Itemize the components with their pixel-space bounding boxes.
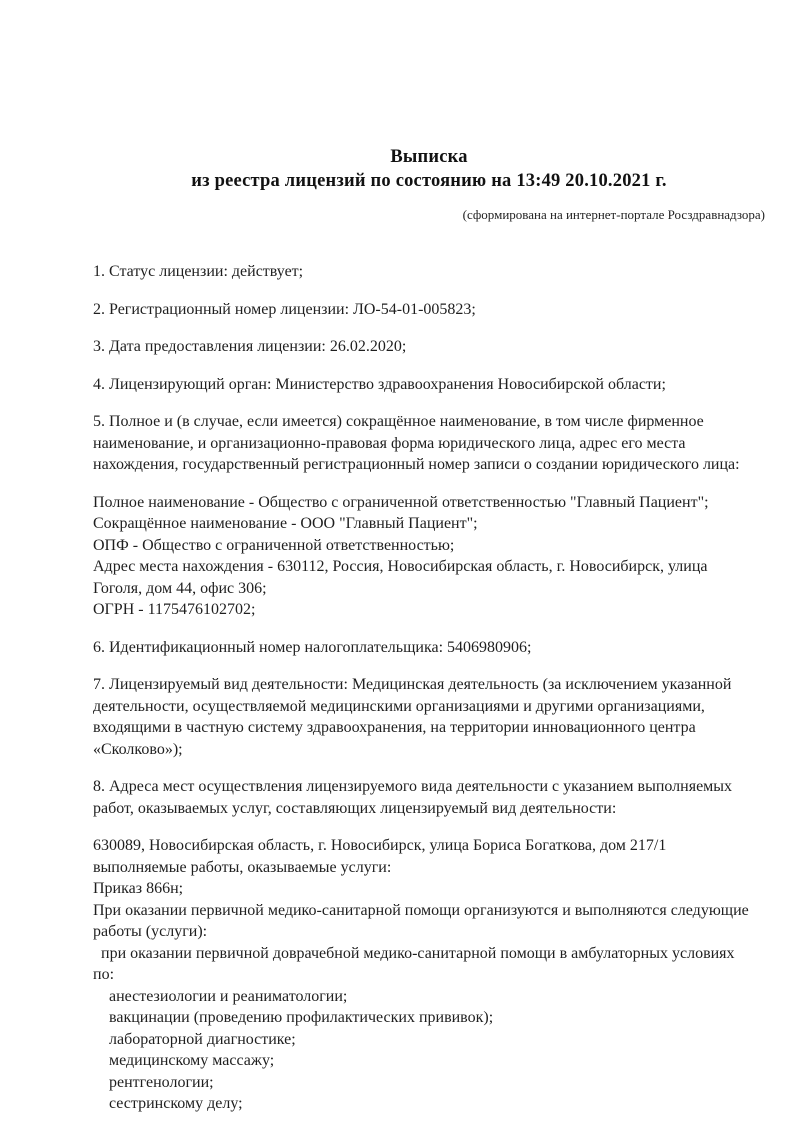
text-line: 8. Адреса мест осуществления лицензируемого вида деятельности с указанием выполняемых	[93, 778, 733, 795]
text-line: нахождения, государственный регистрационный номер записи о создании юридического лица:	[93, 456, 740, 473]
text-line: При оказании первичной медико-санитарной помощи организуются и выполняются следующие	[93, 901, 749, 919]
text-line: наименование, и организационно-правовая форма юридического лица, адрес его места	[93, 434, 686, 452]
document-title	[93, 145, 765, 193]
paragraph-address-works-list	[93, 835, 765, 1115]
document-body	[93, 261, 765, 1115]
text-line: Адрес места нахождения - 630112, Россия, Новосибирская область, г. Новосибирск, улица	[93, 558, 708, 575]
paragraph-addresses-heading	[93, 776, 765, 819]
text-line: выполняемые работы, оказываемые услуги:	[93, 858, 392, 876]
text-line: 5. Полное и (в случае, если имеется) сокращённое наименование, в том числе фирменное	[93, 413, 704, 430]
text-line: 2. Регистрационный номер лицензии: ЛО-54-01-005823;	[93, 300, 476, 318]
paragraph-grant-date	[93, 336, 765, 358]
text-line: Гоголя, дом 44, офис 306;	[93, 579, 267, 597]
paragraph-activity-type	[93, 674, 765, 760]
text-line: при оказании первичной доврачебной медико-санитарной помощи в амбулаторных условиях	[93, 944, 735, 962]
document-subtitle: (сформирована на интернет-портале Росздравнадзора)	[462, 207, 765, 222]
paragraph-organization-details	[93, 492, 765, 621]
text-line: анестезиологии и реаниматологии;	[93, 987, 348, 1005]
text-line: Сокращённое наименование - ООО "Главный Пациент";	[93, 515, 478, 532]
paragraph-licensing-authority	[93, 374, 765, 396]
text-line: «Сколково»);	[93, 740, 183, 758]
title-line-2: из реестра лицензий по состоянию на 13:49 20.10.2021 г.	[191, 171, 667, 191]
text-line: лабораторной диагностике;	[93, 1030, 296, 1048]
text-line: входящими в частную систему здравоохранения, на территории инновационного центра	[93, 719, 696, 736]
text-line: 4. Лицензирующий орган: Министерство здравоохранения Новосибирской области;	[93, 375, 666, 393]
text-line: по:	[93, 966, 115, 983]
text-line: 7. Лицензируемый вид деятельности: Медицинская деятельность (за исключением указанной	[93, 676, 732, 693]
text-line: Полное наименование - Общество с ограниченной ответственностью "Главный Пациент";	[93, 493, 709, 511]
text-line: медицинскому массажу;	[93, 1052, 275, 1069]
text-line: работ, оказываемых услуг, составляющих лицензируемый вид деятельности:	[93, 799, 617, 817]
text-line: Приказ 866н;	[93, 880, 184, 897]
text-line: вакцинации (проведению профилактических прививок);	[93, 1009, 494, 1026]
text-line: ОПФ - Общество с ограниченной ответственностью;	[93, 536, 455, 554]
text-line: работы (услуги):	[93, 923, 208, 940]
text-line: рентгенологии;	[93, 1073, 214, 1091]
text-line: 630089, Новосибирская область, г. Новосибирск, улица Бориса Богаткова, дом 217/1	[93, 837, 667, 854]
text-line: деятельности, осуществляемой медицинскими организациями и другими организациями,	[93, 697, 705, 715]
text-line: 1. Статус лицензии: действует;	[93, 263, 304, 280]
title-line-1: Выписка	[390, 147, 468, 167]
paragraph-taxpayer-number	[93, 637, 765, 659]
paragraph-name-heading	[93, 411, 765, 476]
paragraph-license-status	[93, 261, 765, 283]
text-line: 6. Идентификационный номер налогоплательщика: 5406980906;	[93, 638, 532, 656]
text-line: ОГРН - 1175476102702;	[93, 601, 256, 618]
text-line: 3. Дата предоставления лицензии: 26.02.2020;	[93, 338, 407, 355]
text-line: сестринскому делу;	[93, 1095, 243, 1112]
paragraph-registration-number	[93, 299, 765, 321]
